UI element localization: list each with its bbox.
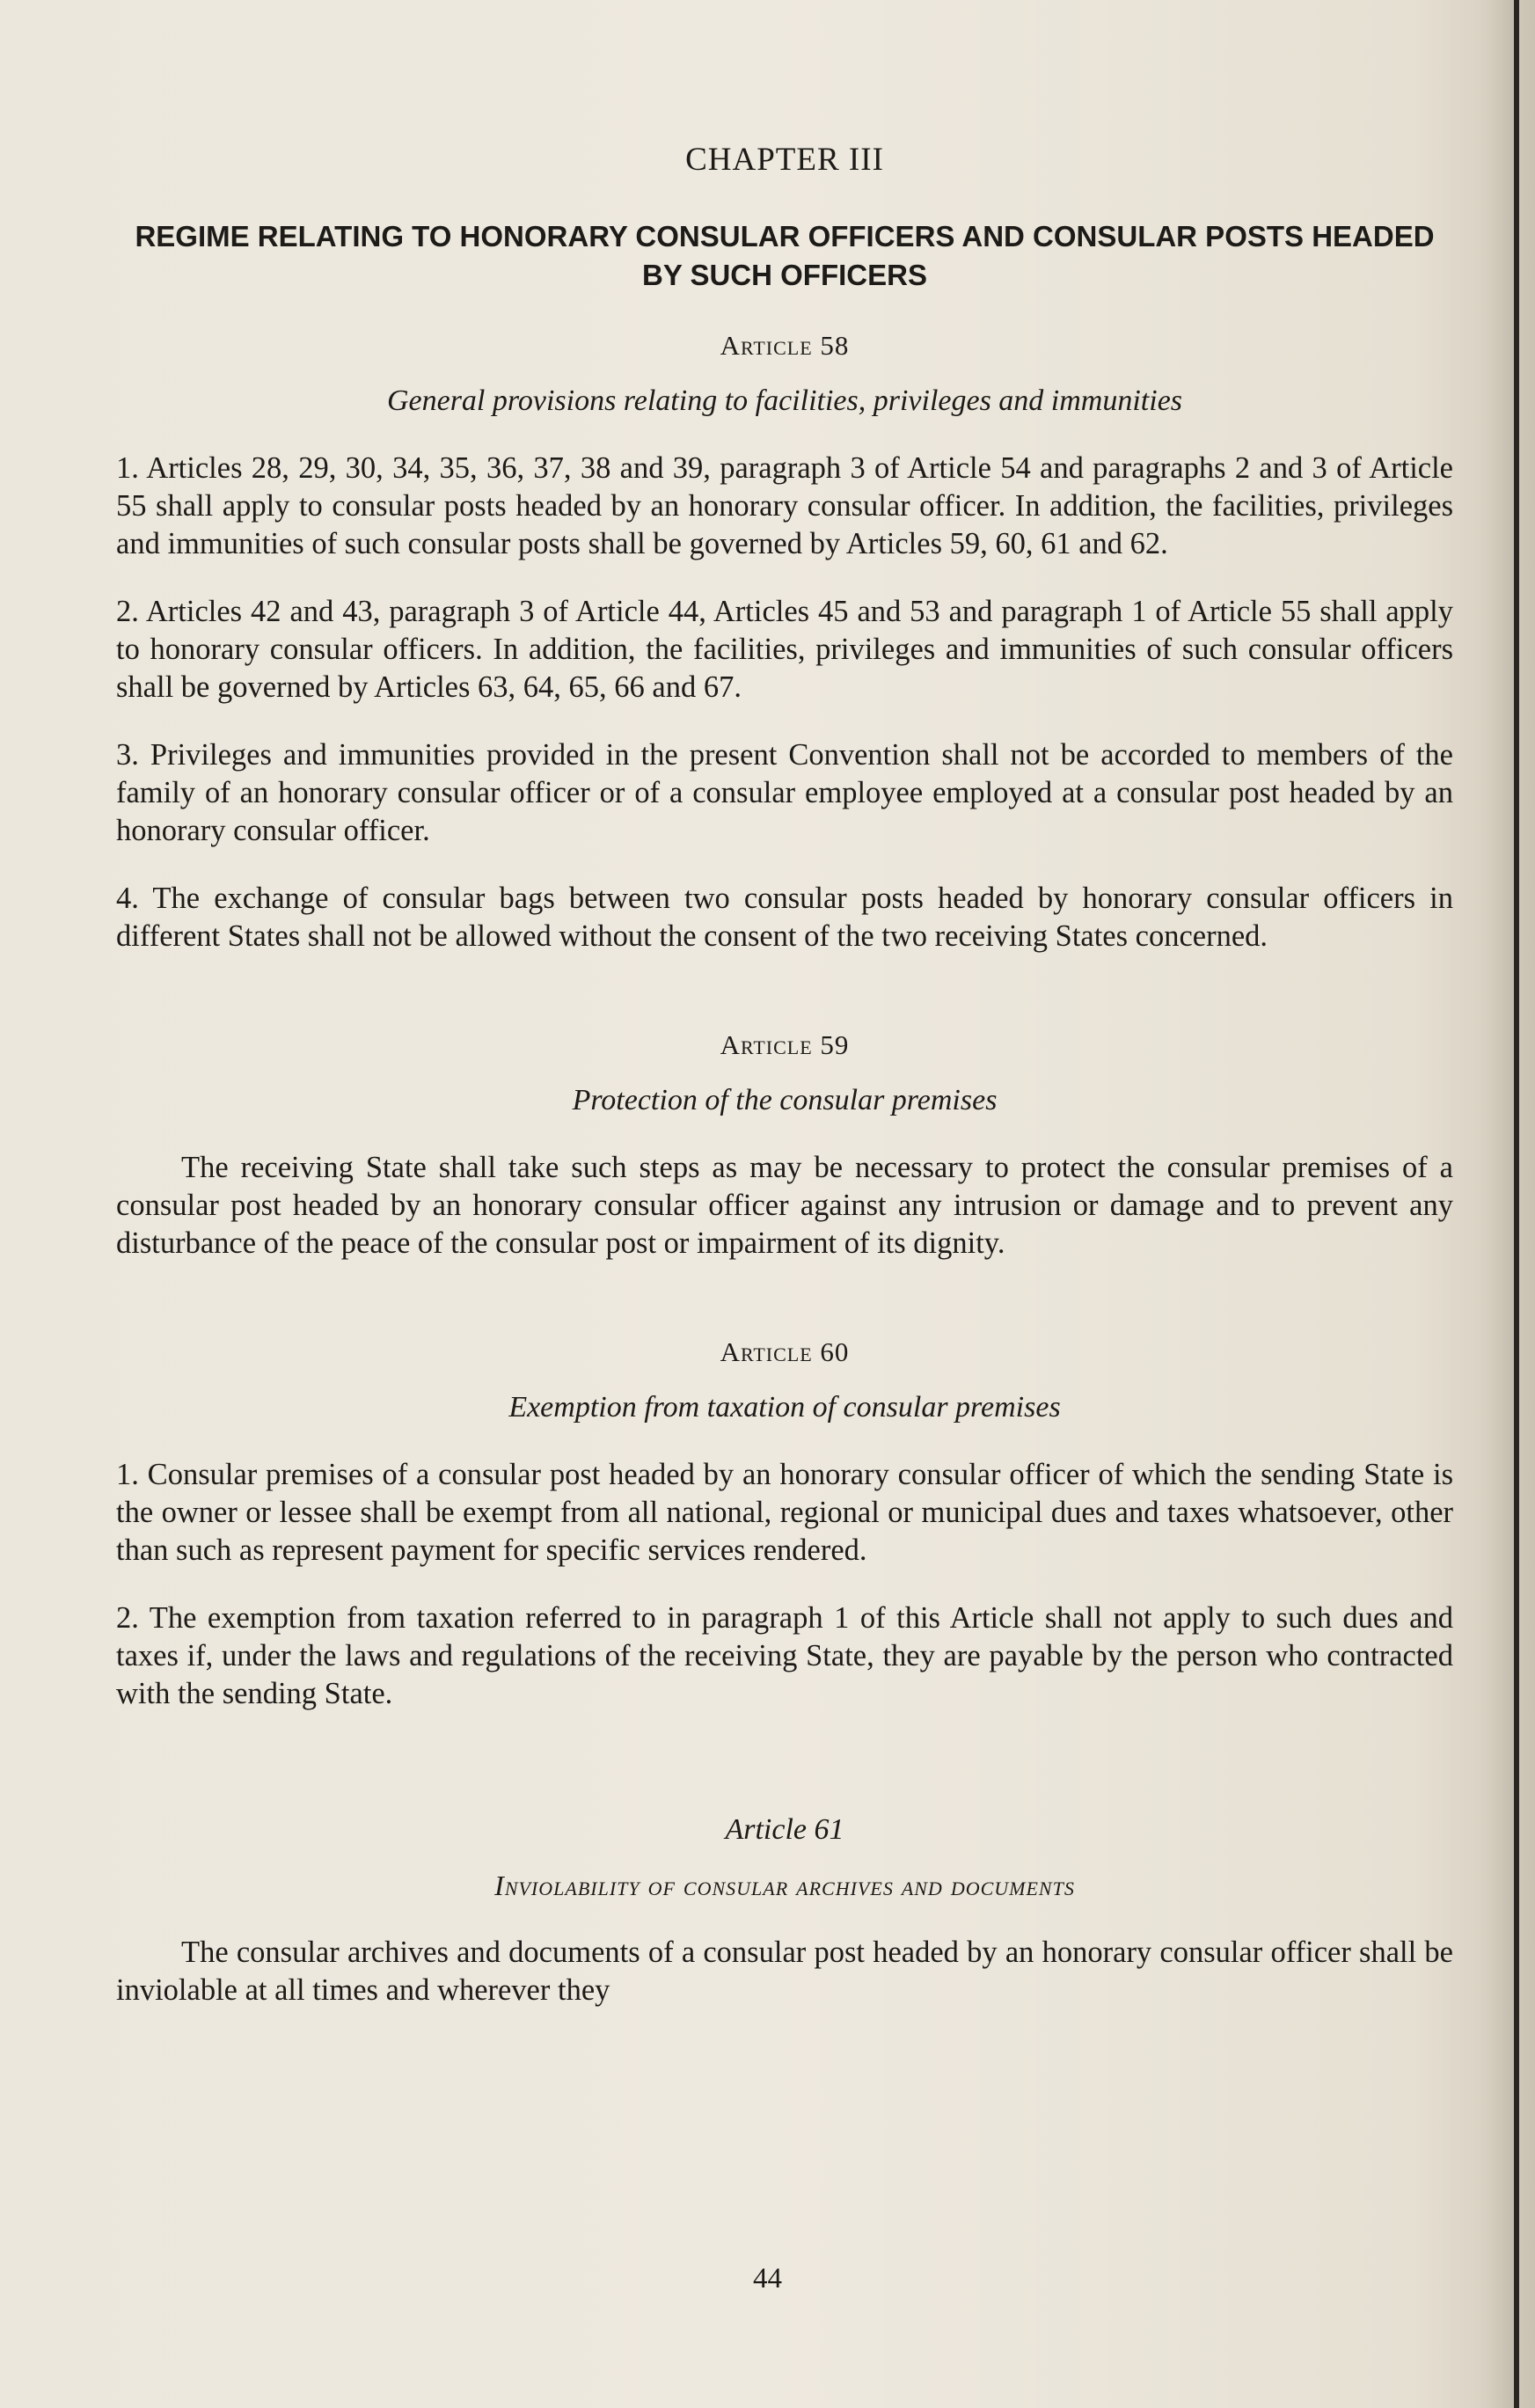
article-61-paragraph-1: The consular archives and documents of a consular post headed by an honorary consular officer shall be inviolable at all times and wherever they bbox=[116, 1936, 1453, 2007]
page-number: 44 bbox=[753, 2263, 782, 2295]
article-58-paragraph-2: 2. Articles 42 and 43, paragraph 3 of Article 44, Articles 45 and 53 and paragraph 1 of Article 55 shall apply to honorary consular officers. In addition, the facilities, privileges and immunities of such consular officers shall be governed by Articles 63, 64, 65, 66 and 67. bbox=[116, 595, 1453, 704]
article-59-heading: Article 59 bbox=[720, 1029, 850, 1060]
chapter-heading: CHAPTER III bbox=[685, 142, 884, 178]
article-61-subtitle: Inviolability of consular archives and documents bbox=[494, 1870, 1075, 1901]
book-spine bbox=[1514, 0, 1519, 2408]
article-58-subtitle: General provisions relating to facilities, privileges and immunities bbox=[386, 384, 1183, 417]
article-58-heading: Article 58 bbox=[720, 330, 850, 361]
article-59-subtitle: Protection of the consular premises bbox=[572, 1084, 998, 1116]
page-content bbox=[116, 132, 1453, 2039]
article-60-heading: Article 60 bbox=[720, 1336, 850, 1367]
article-59-paragraph-1: The receiving State shall take such steps as may be necessary to protect the consular premises of a consular post headed by an honorary consular officer against any intrusion or damage and to prevent any disturbance of the peace of the consular post or impairment of its dignity. bbox=[116, 1151, 1453, 1260]
article-61-heading: Article 61 bbox=[725, 1813, 844, 1846]
article-58-paragraph-3: 3. Privileges and immunities provided in the present Convention shall not be accorded to members of the family of an honorary consular officer or of a consular employee employed at a consular post headed by an honorary consular officer. bbox=[116, 738, 1453, 847]
spacer bbox=[116, 985, 1453, 1029]
article-60-subtitle: Exemption from taxation of consular premises bbox=[508, 1391, 1061, 1424]
article-60-paragraph-2: 2. The exemption from taxation referred to in paragraph 1 of this Article shall not apply to such dues and taxes if, under the laws and regulations of the receiving State, they are payable by the person who contracted with the sending State. bbox=[116, 1601, 1453, 1710]
article-60-paragraph-1: 1. Consular premises of a consular post headed by an honorary consular officer of which the sending State is the owner or lessee shall be exempt from all national, regional or municipal dues and taxes whatsoever, other than such as represent payment for specific services rendered. bbox=[116, 1458, 1453, 1567]
spacer bbox=[116, 1292, 1453, 1336]
spine-shadow bbox=[1479, 0, 1514, 2408]
chapter-title: REGIME RELATING TO HONORARY CONSULAR OFFICERS AND CONSULAR POSTS HEADED BY SUCH OFFICERS bbox=[135, 220, 1435, 291]
article-58-paragraph-1: 1. Articles 28, 29, 30, 34, 35, 36, 37, 38 and 39, paragraph 3 of Article 54 and paragraphs 2 and 3 of Article 55 shall apply to consular posts headed by an honorary consular officer. In addition, the facilities, privileges and immunities of such consular posts shall be governed by Articles 59, 60, 61 and 62. bbox=[116, 451, 1453, 560]
spacer bbox=[116, 1743, 1453, 1813]
article-58-paragraph-4: 4. The exchange of consular bags between two consular posts headed by honorary consular officers in different States shall not be allowed without the consent of the two receiving States concerned. bbox=[116, 882, 1453, 953]
